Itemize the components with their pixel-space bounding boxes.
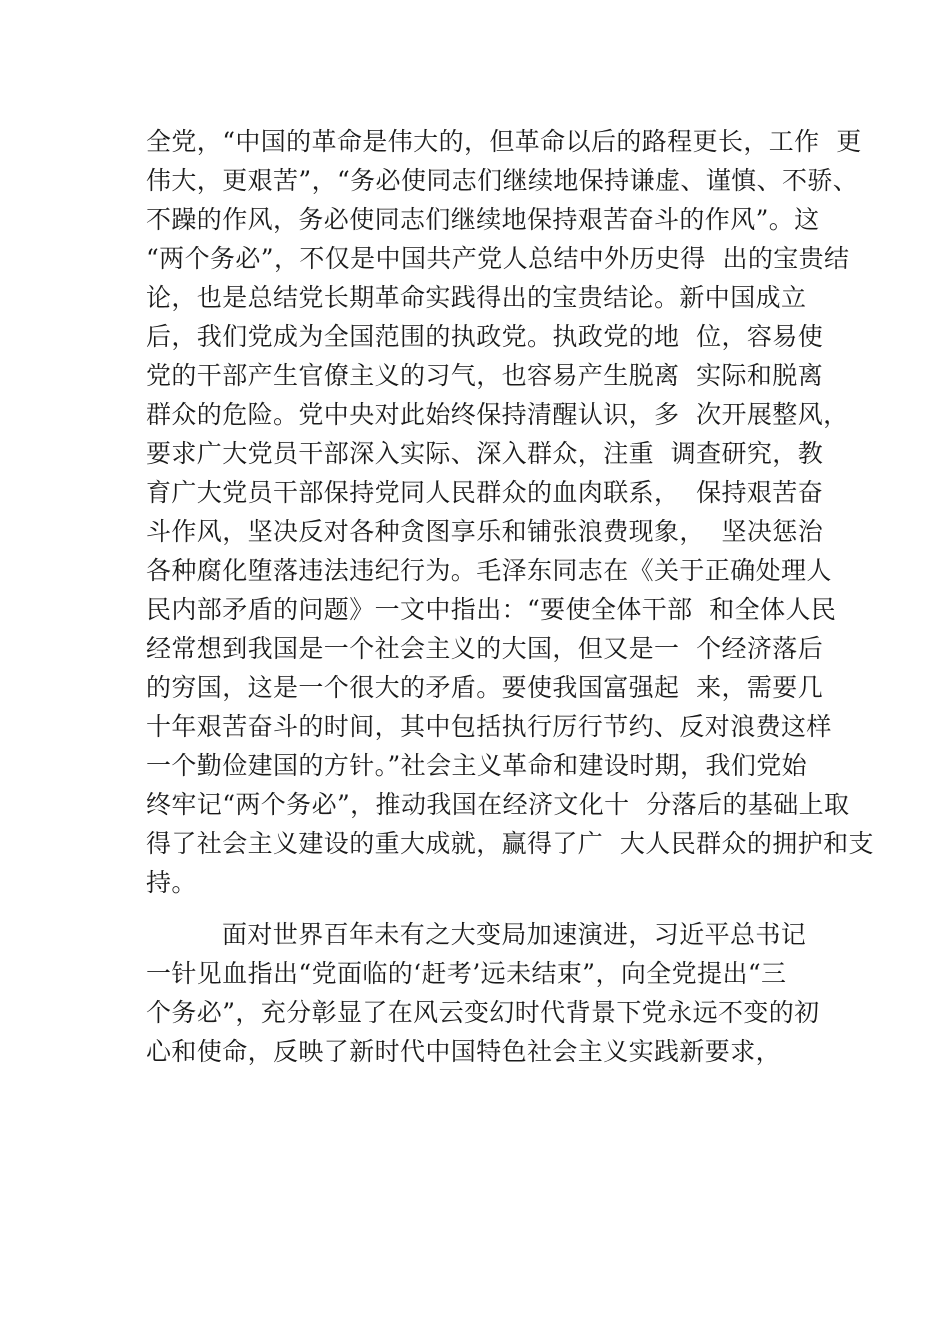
text-line: “两个务必”，不仅是中国共产党人总结中外历史得 出的宝贵结 [146,244,850,273]
text-line: 论，也是总结党长期革命实践得出的宝贵结论。新中国成立 [146,283,807,312]
text-line: 不躁的作风，务必使同志们继续地保持艰苦奋斗的作风”。这 [146,205,820,234]
text-line: 党的干部产生官僚主义的习气，也容易产生脱离 实际和脱离 [146,361,824,390]
text-line: 后，我们党成为全国范围的执政党。执政党的地 位，容易使 [146,322,824,351]
text-line: 个务必”，充分彰显了在风云变幻时代背景下党永远不变的初 [146,998,820,1027]
text-line: 得了社会主义建设的重大成就，赢得了广 大人民群众的拥护和支 [146,829,874,858]
text-line: 持。 [146,868,197,897]
text-line: 育广大党员干部保持党同人民群众的血肉联系， 保持艰苦奋 [146,478,824,507]
text-line: 民内部矛盾的问题》一文中指出：“要使全体干部 和全体人民 [146,595,837,624]
text-line: 伟大，更艰苦”，“务必使同志们继续地保持谦虚、谨慎、不骄、 [146,166,859,195]
text-line: 一个勤俭建国的方针。”社会主义革命和建设时期，我们党始 [146,751,808,780]
text-line: 一针见血指出“党面临的‘赶考’远未结束”，向全党提出“三 [146,959,787,988]
text-line: 各种腐化堕落违法违纪行为。毛泽东同志在《关于正确处理人 [146,556,832,585]
text-line: 面对世界百年未有之大变局加速演进，习近平总书记 [222,920,807,949]
text-line: 要求广大党员干部深入实际、深入群众，注重 调查研究，教 [146,439,824,468]
text-line: 心和使命，反映了新时代中国特色社会主义实践新要求， [146,1037,782,1066]
text-line: 终牢记“两个务必”，推动我国在经济文化十 分落后的基础上取 [146,790,850,819]
text-line: 全党，“中国的革命是伟大的，但革命以后的路程更长，工作 更 [146,127,862,156]
text-line: 经常想到我国是一个社会主义的大国，但又是一 个经济落后 [146,634,824,663]
text-line: 斗作风，坚决反对各种贪图享乐和铺张浪费现象， 坚决惩治 [146,517,824,546]
text-line: 的穷国，这是一个很大的矛盾。要使我国富强起 来，需要几 [146,673,824,702]
text-line: 十年艰苦奋斗的时间，其中包括执行厉行节约、反对浪费这样 [146,712,832,741]
text-line: 群众的危险。党中央对此始终保持清醒认识，多 次开展整风， [146,400,849,429]
